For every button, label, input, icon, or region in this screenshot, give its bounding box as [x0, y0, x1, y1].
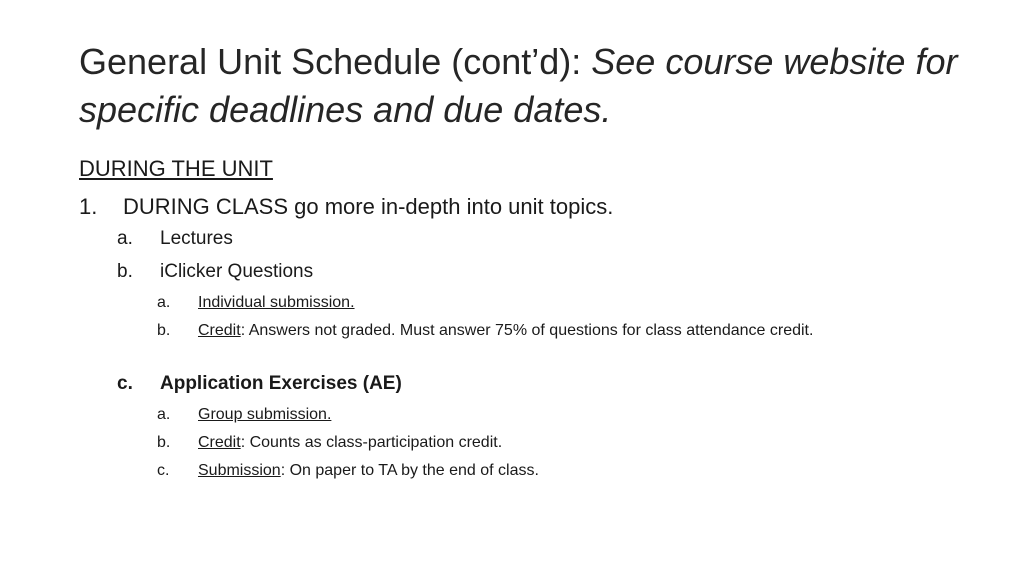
list-item-ae-paper: [79, 460, 959, 488]
list-item-label: iClicker Questions: [160, 261, 314, 282]
slide-title: [79, 38, 979, 134]
list-item-ae-submission: [79, 404, 959, 432]
list-item-label: Lectures: [160, 228, 233, 249]
list-item-iclicker-credit: [79, 320, 959, 371]
list-item-iclicker: [79, 259, 959, 292]
title-plain: General Unit Schedule (cont’d):: [79, 41, 592, 82]
list-item-rest: : Answers not graded. Must answer 75% of questions for class attendance credit.: [240, 322, 814, 339]
section-heading: DURING THE UNIT: [79, 156, 273, 181]
list-item-text: [198, 320, 898, 342]
list-marker: b.: [157, 322, 171, 339]
list-item-rest: : Counts as class-participation credit.: [240, 434, 503, 451]
list-marker: c.: [117, 373, 133, 394]
list-marker: b.: [157, 434, 171, 451]
list-item-text: [198, 460, 898, 482]
list-item-label: Group submission.: [198, 406, 332, 423]
list-item-ae-credit: [79, 432, 959, 460]
list-marker: a.: [157, 294, 171, 311]
list-marker: c.: [157, 462, 170, 479]
list-marker: 1.: [79, 194, 98, 219]
list-item-key: Credit: [198, 434, 241, 451]
list-item-label: DURING CLASS go more in-depth into unit topics.: [123, 194, 614, 219]
list-item-key: Credit: [198, 322, 241, 339]
slide-body: [79, 154, 959, 488]
list-item-iclicker-submission: [79, 292, 959, 320]
list-item-during-class: [79, 192, 959, 226]
list-marker: a.: [117, 228, 133, 249]
list-item-lectures: [79, 226, 959, 259]
list-item-key: Submission: [198, 462, 281, 479]
list-item-label: Individual submission.: [198, 294, 355, 311]
list-marker: b.: [117, 261, 133, 282]
title-italic: See course website for specific deadlines and due dates.: [79, 41, 958, 130]
list-marker: a.: [157, 406, 171, 423]
list-item-label: Application Exercises (AE): [160, 373, 402, 394]
list-item-text: [198, 432, 898, 454]
list-item-application-exercises: [79, 371, 959, 404]
list-item-rest: : On paper to TA by the end of class.: [280, 462, 539, 479]
